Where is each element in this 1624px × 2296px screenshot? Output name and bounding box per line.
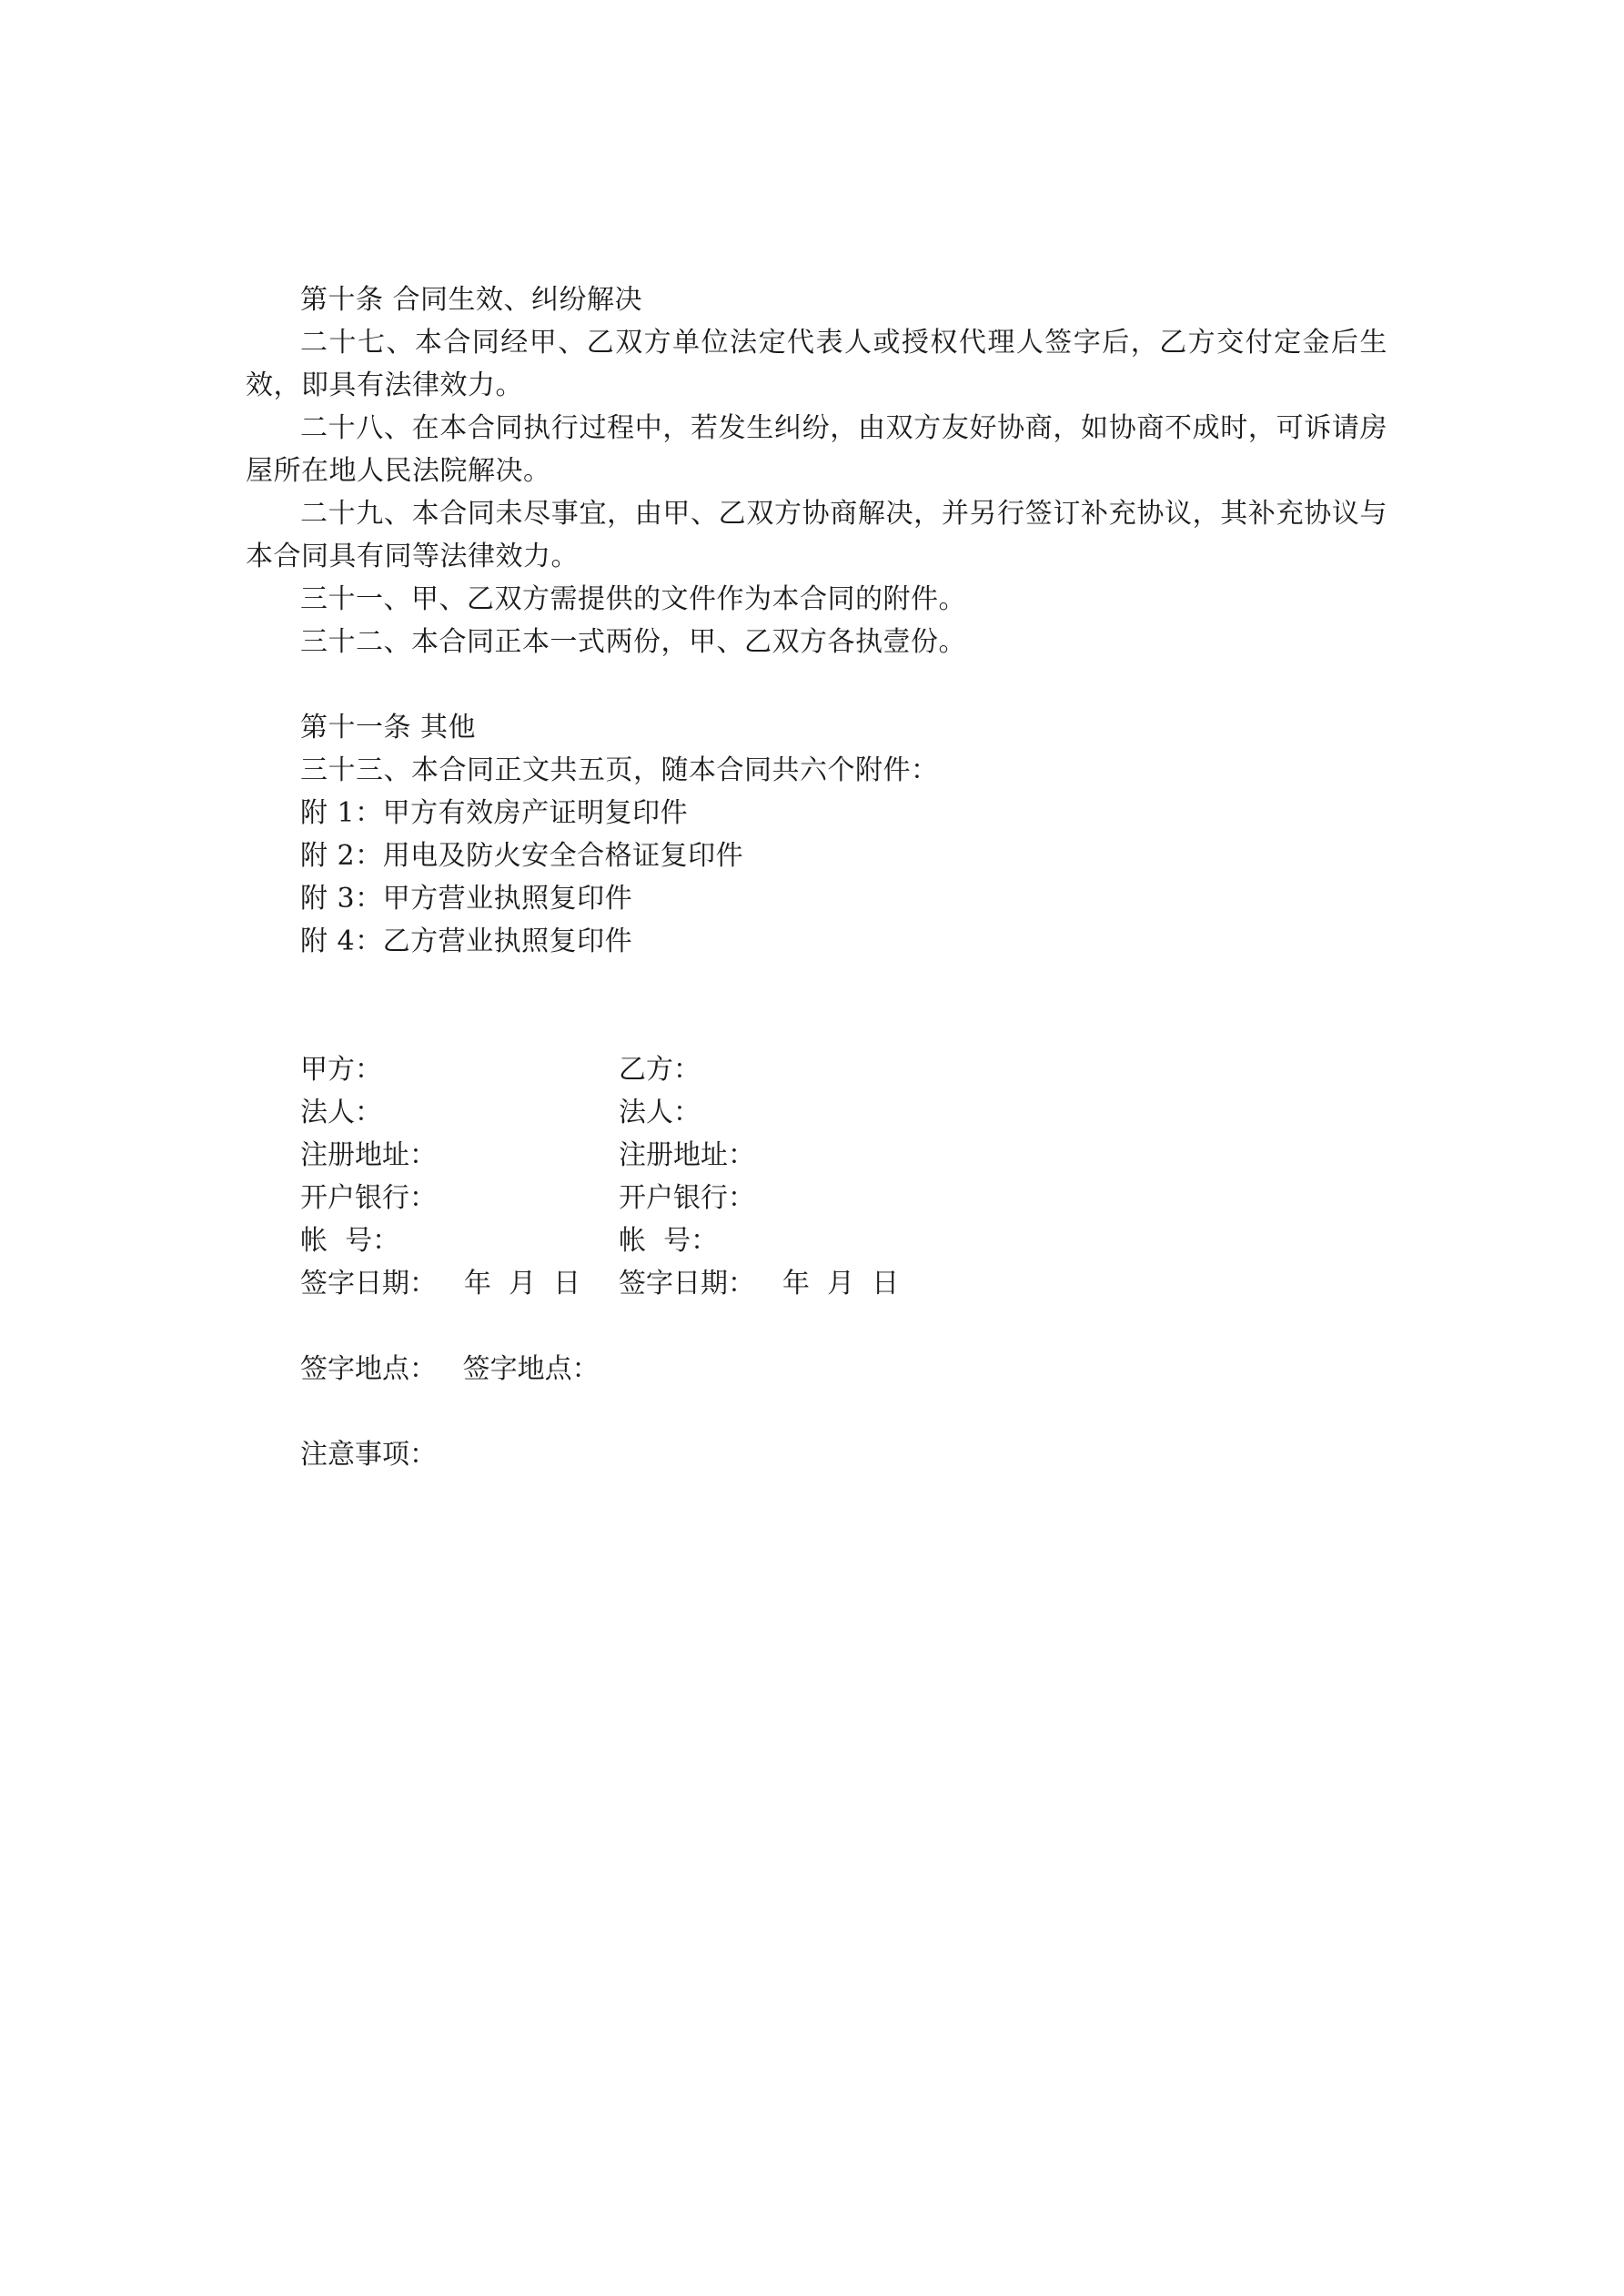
spacer	[246, 1305, 1387, 1348]
signature-bank-row	[300, 1177, 1387, 1219]
contract-content	[246, 278, 1387, 1476]
clause-31: 三十一、甲、乙双方需提供的文件作为本合同的附件。	[300, 583, 966, 615]
signature-address-row	[300, 1134, 1387, 1177]
signature-account-row	[300, 1219, 1387, 1262]
attachment-4: 附 4：乙方营业执照复印件	[300, 925, 633, 957]
clause-28: 二十八、在本合同执行过程中，若发生纠纷，由双方友好协商，如协商不成时，可诉请房屋所在地人民法院解决。	[246, 412, 1387, 487]
spacer	[246, 1391, 1387, 1433]
spacer	[246, 663, 1387, 706]
notes-label: 注意事项：	[300, 1439, 437, 1471]
date-a-label: 签字日期：	[300, 1268, 437, 1300]
clause-29: 二十九、本合同未尽事宜，由甲、乙双方协商解决，并另行签订补充协议，其补充协议与本合同具有同等法律效力。	[246, 498, 1387, 572]
legal-b-label: 法人：	[619, 1097, 701, 1128]
date-b-blank: 年 月 日	[782, 1268, 900, 1300]
account-b-label: 帐 号：	[619, 1225, 719, 1257]
date-b-label: 签字日期：	[619, 1268, 755, 1300]
signature-legal-row	[300, 1091, 1387, 1134]
date-a	[300, 1262, 580, 1305]
account-a-label: 帐 号：	[300, 1225, 400, 1257]
clause-27: 二十七、本合同经甲、乙双方单位法定代表人或授权代理人签字后，乙方交付定金后生效，即具有法律效力。	[246, 327, 1387, 401]
attachment-2: 附 2：用电及防火安全合格证复印件	[300, 840, 744, 872]
party-a-label: 甲方：	[300, 1054, 382, 1086]
party-b-label: 乙方：	[619, 1054, 701, 1086]
legal-a-label: 法人：	[300, 1097, 382, 1128]
bank-b-label: 开户银行：	[619, 1182, 755, 1214]
spacer	[246, 963, 1387, 1048]
attachment-1: 附 1：甲方有效房产证明复印件	[300, 797, 689, 829]
address-a-label: 注册地址：	[300, 1139, 437, 1171]
section11-heading: 第十一条 其他	[300, 712, 477, 743]
attachment-3: 附 3：甲方营业执照复印件	[300, 883, 633, 915]
clause-32: 三十二、本合同正本一式两份，甲、乙双方各执壹份。	[300, 626, 966, 658]
signature-party-row	[300, 1048, 1387, 1091]
signature-date-row	[300, 1262, 1387, 1305]
section10-heading: 第十条 合同生效、纠纷解决	[300, 284, 643, 316]
address-b-label: 注册地址：	[619, 1139, 755, 1171]
clause-33: 三十三、本合同正文共五页，随本合同共六个附件：	[300, 754, 939, 786]
signature-place: 签字地点： 签字地点：	[300, 1353, 600, 1385]
bank-a-label: 开户银行：	[300, 1182, 437, 1214]
date-a-blank: 年 月 日	[464, 1268, 581, 1300]
date-b	[619, 1262, 899, 1305]
